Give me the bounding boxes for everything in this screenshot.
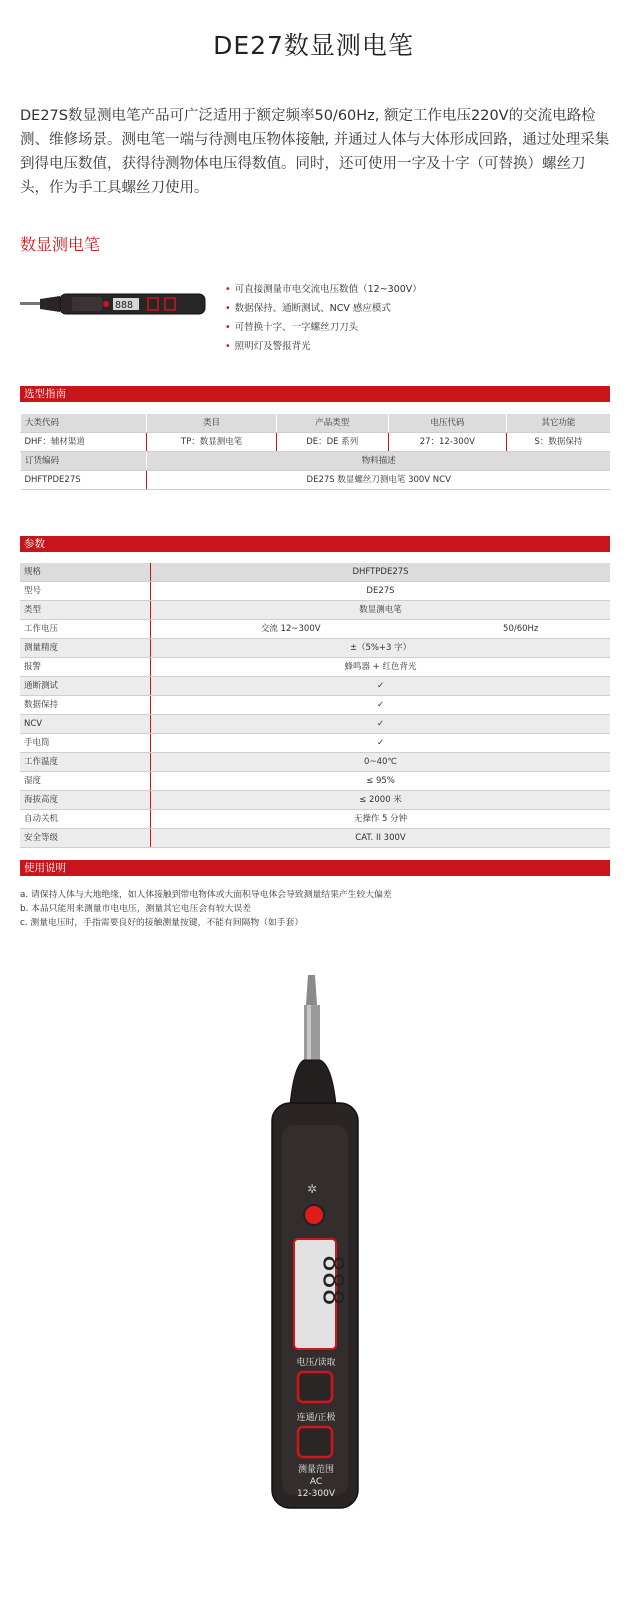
param-value: ✓ [151, 677, 611, 696]
param-row [20, 658, 610, 677]
svg-text:888: 888 [115, 300, 134, 311]
param-row [20, 753, 610, 772]
sel-col-1: 类目 [147, 414, 276, 433]
param-row [20, 791, 610, 810]
param-label: 海拔高度 [20, 791, 151, 810]
param-label: 手电筒 [20, 734, 151, 753]
usage-header: 使用说明 [20, 860, 610, 876]
param-value: 0~40℃ [151, 753, 611, 772]
sel-cell: DE：DE 系列 [276, 433, 388, 452]
continuity-label: 连通/正极 [296, 1413, 336, 1423]
material-desc: DE27S 数显螺丝刀测电笔 300V NCV [147, 471, 610, 490]
param-value: ≤ 95% [151, 772, 611, 791]
voltage-read-label: 电压/读取 [296, 1358, 336, 1368]
param-value: ≤ 2000 米 [151, 791, 611, 810]
page-title: DE27数显测电笔 [213, 31, 414, 60]
param-label: 工作温度 [20, 753, 151, 772]
sel-cell: DHF：辅材渠道 [21, 433, 147, 452]
params-table [20, 563, 610, 848]
param-label: 规格 [20, 563, 151, 582]
param-value: 50/60Hz [431, 620, 610, 639]
param-value: CAT. II 300V [151, 829, 611, 848]
order-code: DHFTPDE27S [21, 471, 147, 490]
range-title: 测量范围 [297, 1465, 335, 1475]
param-label: 型号 [20, 582, 151, 601]
range-ac: AC [309, 1477, 323, 1487]
param-row [20, 810, 610, 829]
sel-col-0: 大类代码 [21, 414, 147, 433]
param-label: 湿度 [20, 772, 151, 791]
svg-text:✲: ✲ [307, 1182, 318, 1196]
param-value: ✓ [151, 734, 611, 753]
param-value: 无操作 5 分钟 [151, 810, 611, 829]
param-label: 类型 [20, 601, 151, 620]
param-value: ✓ [151, 696, 611, 715]
param-row [20, 734, 610, 753]
param-label: 工作电压 [20, 620, 151, 639]
sel-cell: S：数据保持 [506, 433, 610, 452]
sel-col-2: 产品类型 [276, 414, 388, 433]
usage-item: a. 请保持人体与大地绝缘，如人体接触到带电物体或大面积导电体会导致测量结果产生较大偏差 [20, 890, 392, 900]
param-row [20, 715, 610, 734]
param-label: 测量精度 [20, 639, 151, 658]
usage-item: c. 测量电压时，手指需要良好的接触测量按键，不能有间隔物（如手套） [20, 918, 304, 928]
product-heading: 数显测电笔 [20, 235, 101, 254]
param-value: ±（5%+3 字） [151, 639, 611, 658]
sel-col-3: 电压代码 [388, 414, 506, 433]
param-row [20, 582, 610, 601]
param-value: 交流 12~300V [151, 620, 431, 639]
feature-item: • 照明灯及警报背光 [225, 341, 311, 352]
param-value: ✓ [151, 715, 611, 734]
feature-item: • 数据保持、通断测试、NCV 感应模式 [225, 303, 391, 314]
param-row [20, 696, 610, 715]
sel-cell: 27：12-300V [388, 433, 506, 452]
feature-list [225, 280, 422, 356]
param-value: 数显测电笔 [151, 601, 611, 620]
intro-text: DE27S数显测电笔产品可广泛适用于额定频率50/60Hz, 额定工作电压220V的交流电路检测、维修场景。测电笔一端与待测电压物体接触, 并通过人体与大体形成回路，通过处理采集到得电压数值，获得待测物体电压得数值。同时，还可使用一字及十字（可替换）螺丝刀头，作为手工具螺丝刀使用。 [20, 108, 610, 196]
param-label: 通断测试 [20, 677, 151, 696]
param-label: 报警 [20, 658, 151, 677]
selection-table [20, 414, 610, 490]
param-label: 数据保持 [20, 696, 151, 715]
param-row [20, 601, 610, 620]
param-row [20, 677, 610, 696]
param-label: 安全等级 [20, 829, 151, 848]
feature-item: • 可直接测量市电交流电压数值（12~300V） [225, 284, 422, 295]
order-code-label: 订货编码 [21, 452, 147, 471]
selection-guide-header: 选型指南 [20, 386, 610, 402]
param-value: DHFTPDE27S [151, 563, 611, 582]
param-row [20, 829, 610, 848]
param-row [20, 620, 610, 639]
product-pen-image [20, 290, 210, 318]
param-label: 自动关机 [20, 810, 151, 829]
param-value: DE27S [151, 582, 611, 601]
feature-item: • 可替换十字、一字螺丝刀刀头 [225, 322, 359, 333]
param-label: NCV [20, 715, 151, 734]
range-value: 12-300V [296, 1489, 336, 1499]
param-row [20, 639, 610, 658]
params-header: 参数 [20, 536, 610, 552]
material-desc-label: 物料描述 [147, 452, 610, 471]
param-value: 蜂鸣器 + 红色背光 [151, 658, 611, 677]
usage-item: b. 本品只能用来测量市电电压，测量其它电压会有较大误差 [20, 904, 252, 914]
sel-cell: TP：数显测电笔 [147, 433, 276, 452]
param-row [20, 772, 610, 791]
param-row [20, 563, 610, 582]
sel-col-4: 其它功能 [506, 414, 610, 433]
pen-illustration [260, 975, 370, 1515]
usage-list [20, 888, 392, 930]
lcd-readout: 888 [317, 1255, 350, 1306]
